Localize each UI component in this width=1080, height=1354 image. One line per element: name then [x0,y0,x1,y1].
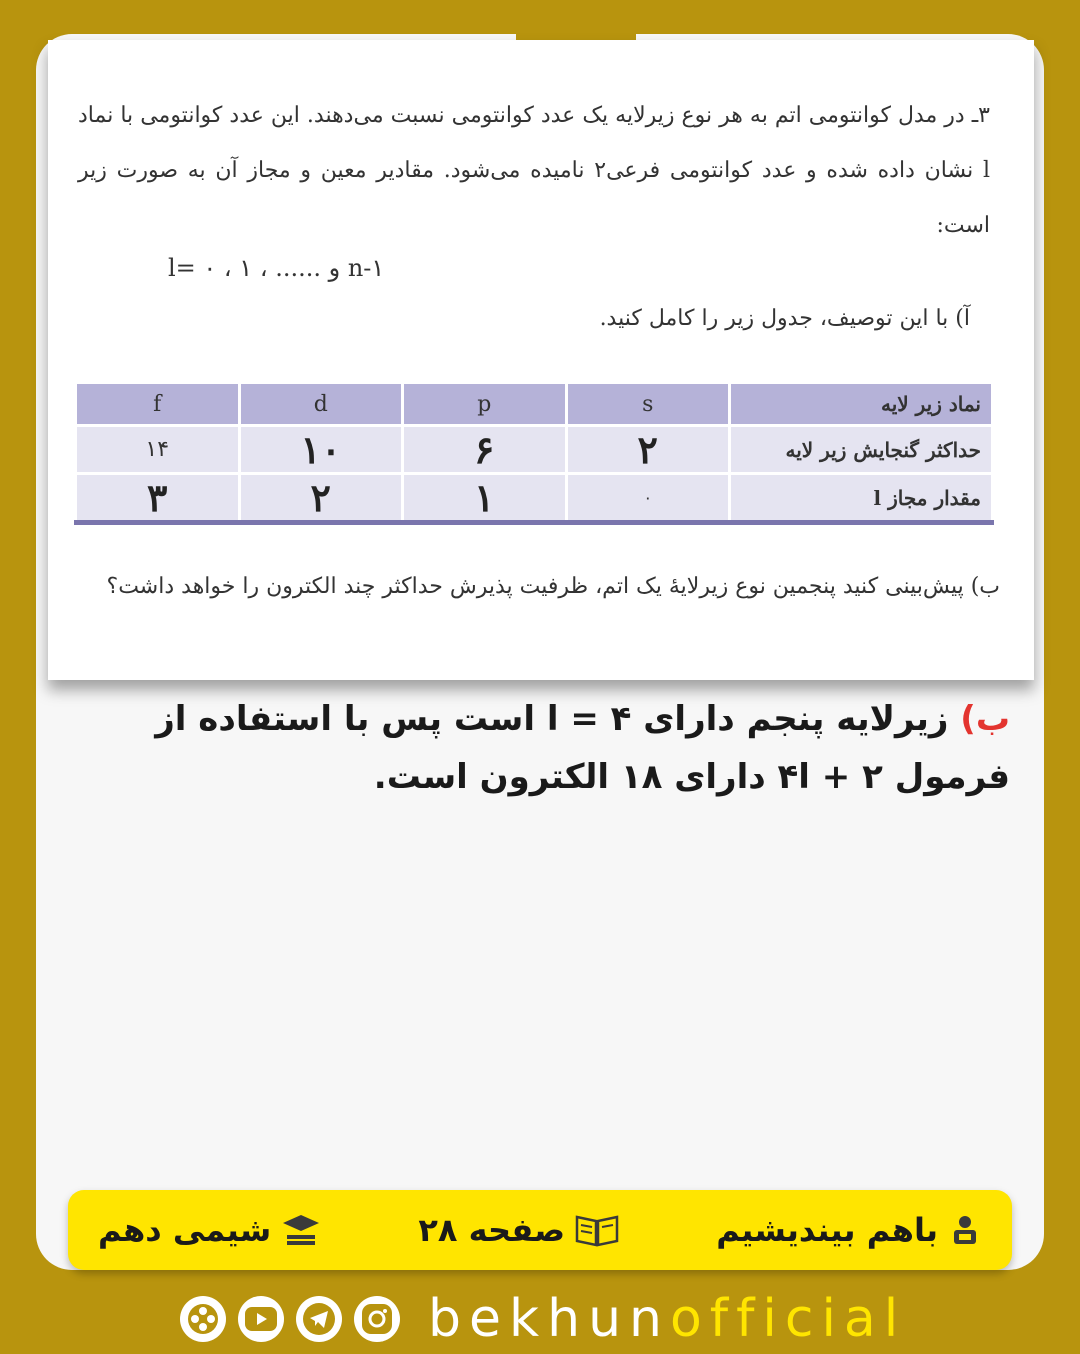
table-cell: d [239,383,403,426]
table-cell: s [566,383,730,426]
table-cell: ۲ [239,474,403,523]
table-cell: ۰ [566,474,730,523]
table-row [76,426,993,474]
part-b-question: ب) پیش‌بینی کنید پنجمین نوع زیرلایهٔ یک اتم، ظرفیت پذیرش حداکثر چند الکترون را خواهد داشت؟ [106,574,1000,599]
info-bar [68,1190,1012,1270]
social-footer [180,1284,906,1354]
telegram-icon[interactable] [296,1296,342,1342]
table-cell: f [76,383,240,426]
film-reel-icon[interactable] [180,1296,226,1342]
row-label: نماد زیر لایه [730,383,993,426]
subject-label: شیمی دهم [98,1211,321,1249]
table-cell: ۶ [403,426,567,474]
table-cell: p [403,383,567,426]
table-cell: ۲ [566,426,730,474]
teacher-icon [948,1213,982,1247]
row-label: حداکثر گنجایش زیر لایه [730,426,993,474]
table-cell: ۱۴ [76,426,240,474]
textbook-excerpt [48,40,1034,680]
table-cell: ۳ [76,474,240,523]
graduation-cap-icon [281,1213,321,1247]
channel-handle: bekhunofficial [428,1289,907,1349]
page-label: صفحه ۲۸ [418,1211,619,1249]
table-cell: ۱ [403,474,567,523]
row-label: مقدار مجاز l [730,474,993,523]
quantum-number-formula: l= ۰ ، ۱ ، ...... و n-۱ [168,254,385,282]
instagram-icon[interactable] [354,1296,400,1342]
section-label: باهم بیندیشیم [716,1211,982,1249]
table-row [76,383,993,426]
open-book-icon [575,1213,619,1247]
part-a-instruction: آ) با این توصیف، جدول زیر را کامل کنید. [599,306,970,331]
answer-text [70,690,1010,806]
answer-tag: ب) [960,699,1010,739]
youtube-icon[interactable] [238,1296,284,1342]
answer-body: زیرلایه پنجم دارای ۴ = l است پس با استفاده از فرمول ۲ + ۴l دارای ۱۸ الکترون است. [155,699,1010,797]
table-row [76,474,993,523]
table-cell: ۱۰ [239,426,403,474]
subshell-table [74,381,994,525]
question-paragraph: ۳ـ در مدل کوانتومی اتم به هر نوع زیرلایه یک عدد کوانتومی نسبت می‌دهند. این عدد کوانتومی با نماد l نشان داده شده و عدد کوانتومی فرعی۲ نامیده می‌شود. مقادیر معین و مجاز آن به صورت زیر است: [78,103,991,238]
